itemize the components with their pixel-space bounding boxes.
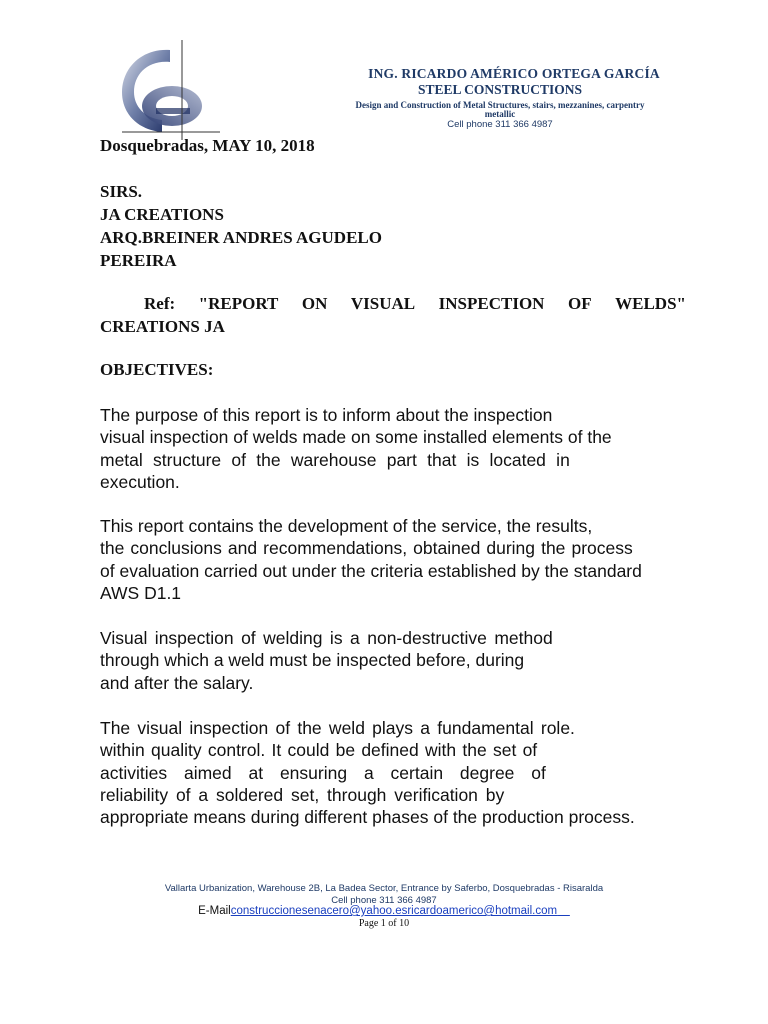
letter-date: Dosquebradas, MAY 10, 2018 [100,136,315,155]
paragraph-line: of evaluation carried out under the criteria established by the standard [100,560,642,581]
ref-line-2: CREATIONS JA [100,317,225,336]
objectives-heading: OBJECTIVES: [100,360,214,379]
reference-line [100,292,686,338]
tagline: Design and Construction of Metal Structures, stairs, mezzanines, carpentry [355,100,645,110]
address-line: ARQ.BREINER ANDRES AGUDELO [100,228,382,247]
paragraph-line: within quality control. It could be defined with the set of [100,740,538,761]
engineer-name: ING. RICARDO AMÉRICO ORTEGA GARCÍA [368,66,660,81]
paragraph-line: The visual inspection of the weld plays a fundamental role. [100,718,575,738]
paragraph-quality [100,717,720,828]
paragraph-contents [100,515,720,604]
paragraph-line: AWS D1.1 [100,582,182,603]
ref-word: OF [567,294,592,313]
ref-word: INSPECTION [438,294,545,313]
footer-phone: Cell phone 311 366 4987 [331,895,437,906]
paragraph-line: activities aimed at ensuring a certain degree of [100,762,546,783]
paragraph-line: Visual inspection of welding is a non-destructive method [100,628,553,648]
ref-word: WELDS" [615,294,686,313]
paragraph-definition [100,627,720,694]
paragraph-line: appropriate means during different phases of the production process. [100,807,635,828]
email-link[interactable]: construccionesenacero@yahoo.esricardoamerico@hotmail.com [230,905,558,917]
paragraph-line: through which a weld must be inspected before, during [100,650,525,671]
ref-word: "REPORT [198,294,279,313]
paragraph-line: the conclusions and recommendations, obtained during the process [100,538,633,559]
paragraph-line: metal structure of the warehouse part that is located in [100,449,570,470]
ref-word: Ref: [144,294,176,313]
paragraph-line: The purpose of this report is to inform about the inspection [100,405,553,425]
address-line: JA CREATIONS [100,205,224,224]
paragraph-line: and after the salary. [100,672,254,693]
address-line: PEREIRA [100,251,177,270]
paragraph-purpose [100,404,720,493]
page-number: Page 1 of 10 [358,918,410,929]
letterhead [290,66,710,130]
tagline-continued: metallic [484,109,516,119]
company-logo-icon [112,40,222,140]
ref-word: ON [301,294,328,313]
footer-email [0,905,768,917]
paragraph-line: This report contains the development of the service, the results, [100,516,593,536]
company-name: STEEL CONSTRUCTIONS [418,82,582,97]
recipient-address [100,180,382,272]
email-label: E-Mail [198,905,231,917]
paragraph-line: reliability of a soldered set, through verification by [100,784,505,805]
footer-address: Vallarta Urbanization, Warehouse 2B, La Badea Sector, Entrance by Saferbo, Dosquebradas - Risaralda [164,883,604,894]
header-phone: Cell phone 311 366 4987 [447,119,553,130]
paragraph-line: visual inspection of welds made on some installed elements of the [100,427,612,448]
address-line: SIRS. [100,182,143,201]
ref-word: VISUAL [350,294,416,313]
paragraph-line: execution. [100,471,180,492]
